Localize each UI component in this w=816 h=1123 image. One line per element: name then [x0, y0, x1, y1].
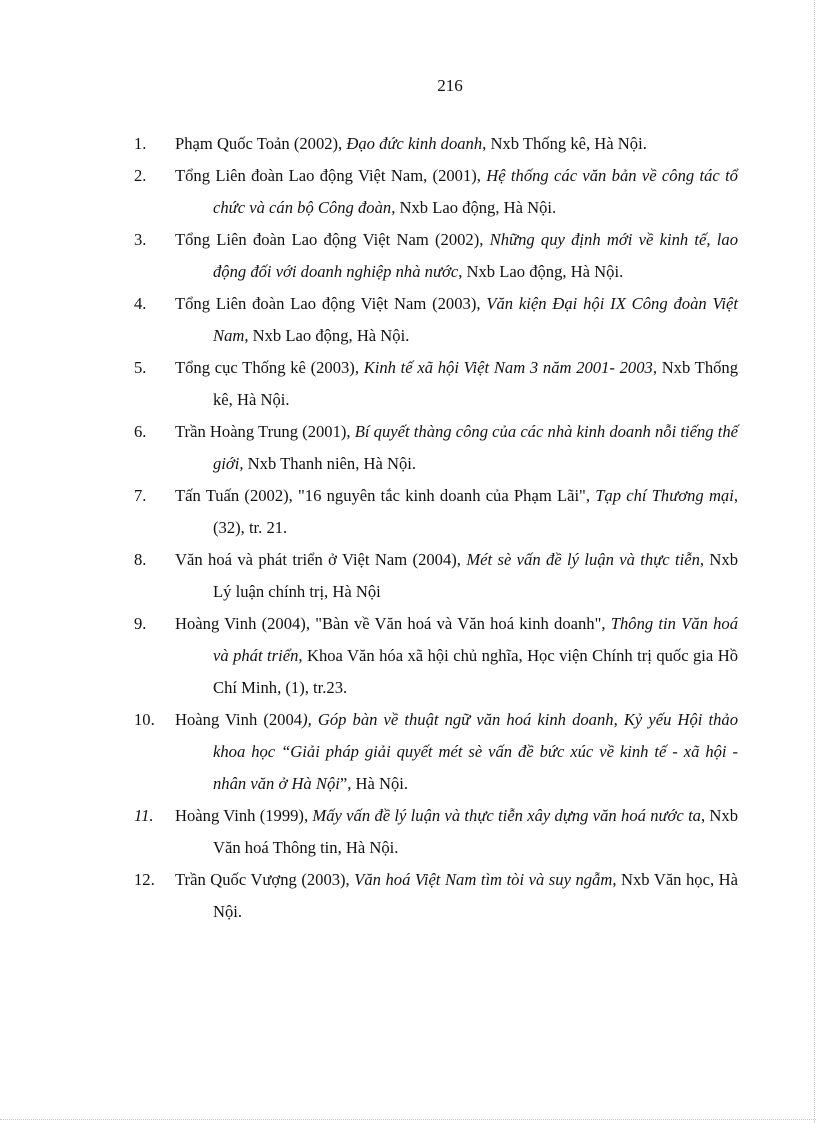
reference-segment: Tổng cục Thống kê (2003), — [175, 358, 364, 377]
reference-segment: , Nxb Văn hoá Thông tin, Hà Nội. — [213, 806, 739, 857]
reference-segment: Tổng Liên đoàn Lao động Việt Nam (2002), — [175, 230, 490, 249]
reference-item — [134, 128, 738, 160]
reference-segment: Hoàng Vinh (2004), "Bàn về Văn hoá và Văn hoá kinh doanh", — [175, 614, 611, 633]
reference-text — [175, 230, 738, 281]
reference-text — [175, 166, 738, 217]
reference-item — [134, 800, 738, 864]
reference-title: Tạp chí Thương mại — [595, 486, 734, 505]
reference-number: 10. — [134, 710, 155, 729]
reference-segment: , Nxb Lao động, Hà Nội. — [391, 198, 557, 217]
reference-title: Kinh tế xã hội Việt Nam 3 năm 2001- 2003 — [363, 358, 653, 377]
reference-segment: Hoàng Vinh (1999), — [175, 806, 313, 825]
reference-number: 3. — [134, 230, 147, 249]
reference-item — [134, 160, 738, 224]
reference-title: Văn kiện Đại hội IX Công đoàn Việt Nam — [213, 294, 738, 345]
reference-number: 5. — [134, 358, 147, 377]
reference-segment: , Nxb Thống kê, Hà Nội. — [482, 134, 647, 153]
reference-item — [134, 480, 738, 544]
reference-item — [134, 864, 738, 928]
reference-number: 8. — [134, 550, 147, 569]
reference-segment: , (32), tr. 21. — [213, 486, 738, 537]
reference-item — [134, 224, 738, 288]
reference-title: ), Góp bàn về thuật ngữ văn hoá kinh doanh, Kỷ yếu Hội thảo khoa học “Giải pháp giải quyết mét sè vấn đề bức xúc về kinh tế - xã hội - nhân văn ở Hà Nội — [213, 710, 738, 793]
reference-text — [175, 806, 738, 857]
page-bottom-divider — [0, 1119, 816, 1120]
reference-text — [175, 870, 738, 921]
reference-segment: , Khoa Văn hóa xã hội chủ nghĩa, Học viện Chính trị quốc gia Hồ Chí Minh, (1), tr.23. — [213, 646, 738, 697]
reference-text — [175, 134, 647, 153]
reference-segment: ”, Hà Nội. — [339, 774, 409, 793]
reference-segment: , Nxb Lao động, Hà Nội. — [244, 326, 410, 345]
reference-list — [134, 128, 738, 928]
reference-item — [134, 352, 738, 416]
reference-item — [134, 288, 738, 352]
reference-title: Hệ thống các văn bản về công tác tổ chức và cán bộ Công đoàn — [213, 166, 738, 217]
page-right-divider — [814, 0, 815, 1123]
page-number: 216 — [437, 76, 463, 95]
reference-text — [175, 358, 738, 409]
reference-number: 11. — [134, 806, 154, 825]
reference-text — [175, 550, 738, 601]
reference-number: 6. — [134, 422, 147, 441]
reference-item — [134, 704, 738, 800]
reference-title: Mấy vấn đề lý luận và thực tiễn xây dựng văn hoá nước ta — [312, 806, 701, 825]
reference-number: 7. — [134, 486, 147, 505]
reference-segment: , Nxb Thống kê, Hà Nội. — [213, 358, 739, 409]
reference-segment: , Nxb Văn học, Hà Nội. — [213, 870, 738, 921]
reference-segment: Tổng Liên đoàn Lao động Việt Nam, (2001), — [175, 166, 487, 185]
reference-segment: Tấn Tuấn (2002), "16 nguyên tắc kinh doanh của Phạm Lãi", — [175, 486, 596, 505]
reference-number: 4. — [134, 294, 147, 313]
reference-text — [175, 710, 738, 793]
reference-title: Mét sè vấn đề lý luận và thực tiễn — [466, 550, 700, 569]
reference-number: 12. — [134, 870, 155, 889]
reference-item — [134, 608, 738, 704]
reference-text — [175, 486, 738, 537]
reference-segment: Văn hoá và phát triển ở Việt Nam (2004), — [175, 550, 467, 569]
reference-text — [175, 294, 738, 345]
reference-segment: Tổng Liên đoàn Lao động Việt Nam (2003), — [175, 294, 487, 313]
reference-title: Đạo đức kinh doanh — [346, 134, 483, 153]
reference-segment: Trần Quốc Vượng (2003), — [175, 870, 355, 889]
reference-text — [175, 614, 738, 697]
reference-text — [175, 422, 738, 473]
reference-number: 9. — [134, 614, 147, 633]
reference-segment: Nxb Thanh niên, Hà Nội. — [243, 454, 417, 473]
reference-segment: Phạm Quốc Toản (2002), — [175, 134, 347, 153]
reference-segment: Trần Hoàng Trung (2001), — [175, 422, 355, 441]
reference-item — [134, 416, 738, 480]
reference-segment: , Nxb Lao động, Hà Nội. — [458, 262, 624, 281]
reference-segment: , Nxb Lý luận chính trị, Hà Nội — [213, 550, 738, 601]
reference-title: Những quy định mới về kinh tế, lao động đối với doanh nghiệp nhà nước — [213, 230, 738, 281]
reference-title: Văn hoá Việt Nam tìm tòi và suy ngẫm — [354, 870, 613, 889]
reference-item — [134, 544, 738, 608]
reference-number: 2. — [134, 166, 147, 185]
reference-title: Thông tin Văn hoá và phát triển — [213, 614, 739, 665]
reference-number: 1. — [134, 134, 147, 153]
reference-title: Bí quyết thàng công của các nhà kinh doanh nỗi tiếng thế giới, — [213, 422, 739, 473]
reference-segment: Hoàng Vinh (2004 — [175, 710, 303, 729]
